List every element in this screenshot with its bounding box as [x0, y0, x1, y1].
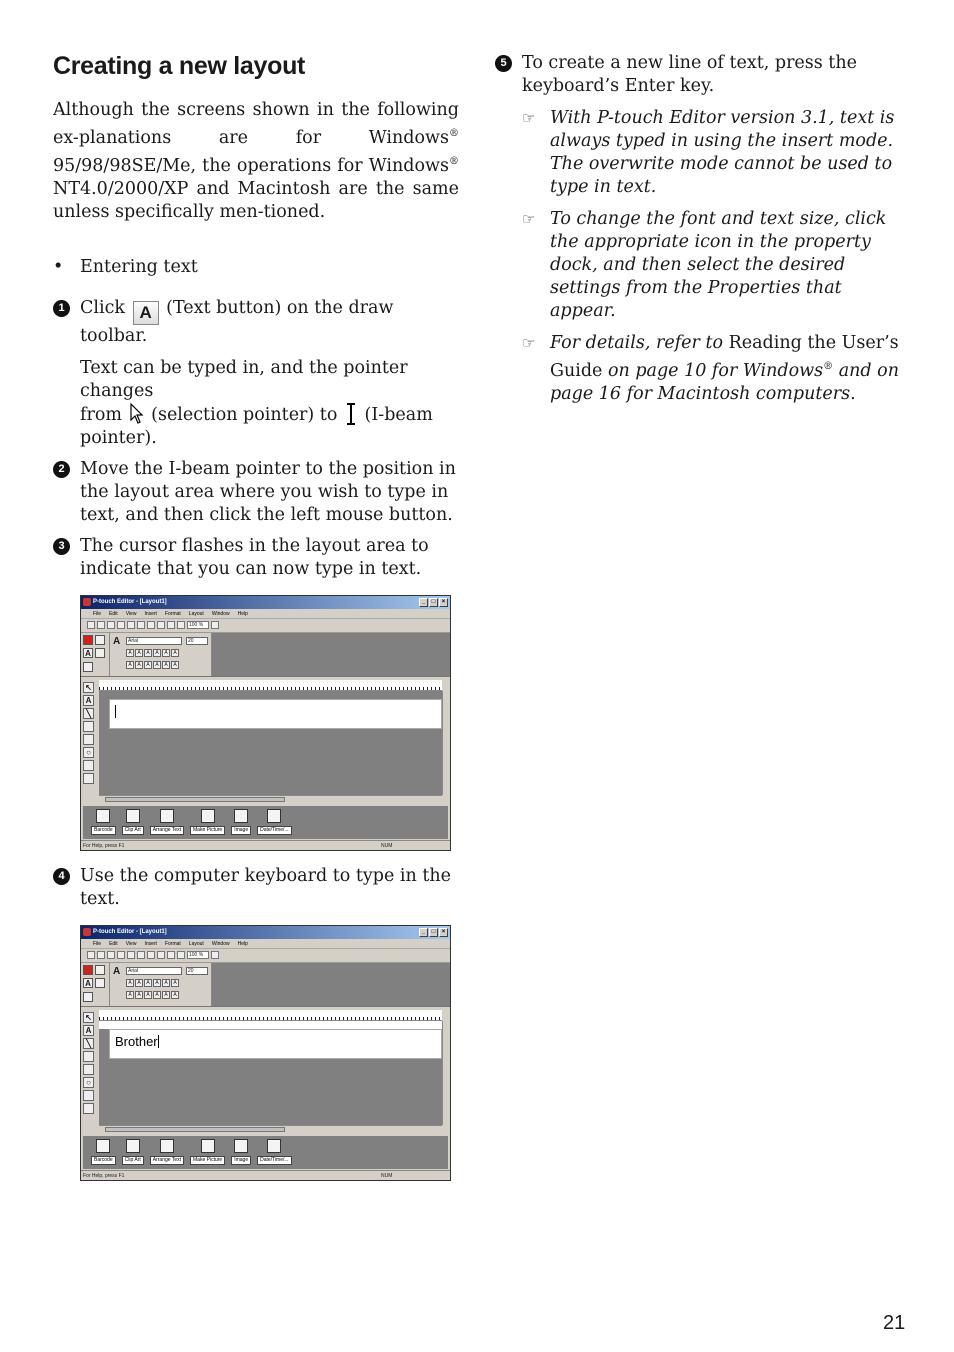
style2-icon[interactable]: A [135, 991, 143, 999]
style4-icon[interactable]: A [153, 991, 161, 999]
step-4 [53, 865, 459, 911]
right-column [495, 52, 905, 406]
draw-toolbar [83, 680, 97, 804]
select-tool-icon[interactable]: ↖ [83, 682, 94, 693]
style4-icon[interactable]: A [153, 661, 161, 669]
close-icon[interactable]: × [439, 598, 448, 607]
image-icon [234, 809, 248, 823]
window-titlebar: P-touch Editor - [Layout1] _ □ × [81, 926, 450, 939]
i-beam-pointer-icon [345, 403, 357, 425]
layout-work-area [81, 1010, 450, 1134]
app-icon [83, 928, 91, 936]
ellipse-tool-icon[interactable]: ○ [83, 747, 94, 758]
undo-icon[interactable] [167, 951, 175, 959]
ruler [99, 680, 442, 691]
rect-tool-icon[interactable] [83, 1051, 94, 1062]
undo-icon[interactable] [167, 621, 175, 629]
close-icon[interactable]: × [439, 928, 448, 937]
roundrect-tool-icon[interactable] [83, 734, 94, 745]
strike-icon[interactable]: A [153, 649, 161, 657]
step-3-text: The cursor flashes in the layout area to indicate that you can now type in text. [80, 535, 429, 579]
pointing-hand-icon: ☞ [522, 334, 536, 352]
style2-icon[interactable]: A [135, 661, 143, 669]
step-2 [53, 458, 459, 527]
menu-bar [81, 939, 450, 949]
preview-icon[interactable] [127, 951, 135, 959]
frame-icon[interactable]: A [162, 979, 170, 987]
page-number: 21 [883, 1312, 906, 1334]
menu-help[interactable]: Help [237, 610, 248, 617]
image-icon [234, 1139, 248, 1153]
vertical-scrollbar[interactable] [442, 1021, 450, 1125]
minimize-icon[interactable]: _ [419, 598, 428, 607]
menu-file[interactable]: File [93, 940, 102, 947]
menu-insert[interactable]: Insert [144, 940, 157, 947]
zoom-select[interactable]: 100 % [187, 621, 209, 629]
preview-icon[interactable] [127, 621, 135, 629]
barcode-icon [96, 1139, 110, 1153]
vertical-scrollbar[interactable] [442, 691, 450, 795]
menu-layout[interactable]: Layout [188, 940, 204, 947]
italic-icon[interactable]: A [135, 649, 143, 657]
style5-icon[interactable]: A [162, 661, 170, 669]
barcode-icon [96, 809, 110, 823]
step-number: 5 [495, 55, 512, 72]
layout-property-icon[interactable] [95, 648, 105, 658]
step-5 [495, 52, 905, 98]
help-icon[interactable] [211, 951, 219, 959]
menu-window[interactable]: Window [211, 940, 230, 947]
style6-icon[interactable]: A [171, 661, 179, 669]
note-insert-mode [522, 107, 905, 199]
dock-image[interactable]: Image [231, 809, 251, 839]
style1-icon[interactable]: A [126, 991, 134, 999]
step-number: 2 [53, 461, 70, 478]
step-3 [53, 535, 459, 581]
menu-window[interactable]: Window [211, 610, 230, 617]
menu-insert[interactable]: Insert [144, 610, 157, 617]
dock-barcode[interactable]: Barcode [91, 1139, 116, 1169]
copy-icon[interactable] [147, 951, 155, 959]
style6-icon[interactable]: A [171, 991, 179, 999]
roundrect-tool-icon[interactable] [83, 1064, 94, 1075]
date-time-icon [267, 1139, 281, 1153]
note-details [522, 332, 905, 406]
shadow-icon[interactable]: A [171, 979, 179, 987]
layout-work-area [81, 680, 450, 804]
property-dock [81, 963, 450, 1007]
dock-barcode[interactable]: Barcode [91, 809, 116, 839]
label-area[interactable] [109, 1029, 442, 1059]
maximize-icon[interactable]: □ [429, 598, 438, 607]
style5-icon[interactable]: A [162, 991, 170, 999]
step-number: 4 [53, 868, 70, 885]
step-2-text: Move the I-beam pointer to the position in the layout area where you wish to type in text, and then click the left mouse button. [80, 458, 456, 525]
menu-view[interactable]: View [125, 610, 137, 617]
status-bar: For Help, press F1 NUM [81, 1170, 450, 1180]
menu-view[interactable]: View [125, 940, 137, 947]
menu-bar [81, 609, 450, 619]
text-button-icon: A [133, 301, 159, 325]
note-text: For details, refer to Reading the User’s Guide on page 10 for Windows® and on page 16 for Macintosh computers. [550, 333, 899, 404]
standard-toolbar [81, 949, 450, 963]
intro-paragraph: Although the screens shown in the following ex-planations are for Windows® 95/98/98SE/Me, the operations for Windows® NT4.0/2000/XP and Macintosh are the same unless specifically men-tioned. [53, 100, 459, 222]
font-icon: A [113, 635, 121, 647]
step-5-text: To create a new line of text, press the keyboard’s Enter key. [522, 53, 857, 96]
bullet-text: Entering text [80, 256, 198, 277]
dock-make-picture[interactable]: Make Picture [190, 809, 225, 839]
font-select[interactable]: Arial [126, 967, 182, 975]
typed-text: Brother [115, 1033, 158, 1049]
polygon-tool-icon[interactable] [83, 1090, 94, 1101]
clip-art-icon [126, 1139, 140, 1153]
arrange-text-icon [160, 809, 174, 823]
save-icon[interactable] [107, 951, 115, 959]
pen-tool-icon[interactable] [83, 1103, 94, 1114]
status-bar: For Help, press F1 NUM [81, 840, 450, 850]
rect-tool-icon[interactable] [83, 721, 94, 732]
size-select[interactable]: 20 [186, 637, 208, 645]
frame-icon[interactable]: A [162, 649, 170, 657]
clip-art-icon [126, 809, 140, 823]
bullet-entering-text [53, 256, 459, 279]
standard-toolbar [81, 619, 450, 633]
style3-icon[interactable]: A [144, 661, 152, 669]
screenshot-cursor-flashing [80, 595, 451, 851]
bullet-dot: • [53, 256, 64, 277]
date-time-icon [267, 809, 281, 823]
label-property-icon[interactable] [95, 635, 105, 645]
zoom-select[interactable]: 100 % [187, 951, 209, 959]
underline-icon[interactable]: A [144, 649, 152, 657]
draw-toolbar [83, 1010, 97, 1134]
dock-arrange-text[interactable]: Arrange Text [150, 1139, 184, 1169]
window-titlebar: P-touch Editor - [Layout1] _ □ × [81, 596, 450, 609]
insert-property-icon[interactable] [83, 662, 93, 672]
cut-icon[interactable] [137, 621, 145, 629]
pen-tool-icon[interactable] [83, 773, 94, 784]
app-icon [83, 598, 91, 606]
canvas[interactable] [99, 691, 442, 795]
line-tool-icon[interactable]: ╲ [83, 1038, 94, 1049]
label-property-icon[interactable] [95, 965, 105, 975]
redo-icon[interactable] [177, 951, 185, 959]
paste-icon[interactable] [157, 951, 165, 959]
layout-property-icon[interactable] [95, 978, 105, 988]
pointing-hand-icon: ☞ [522, 109, 536, 127]
page-heading: Creating a new layout [53, 52, 306, 80]
dock-arrange-text[interactable]: Arrange Text [150, 809, 184, 839]
pointing-hand-icon: ☞ [522, 210, 536, 228]
insert-property-icon[interactable] [83, 992, 93, 1002]
note-font-size [522, 208, 905, 323]
font-properties-panel [109, 963, 212, 1006]
text-tool-icon[interactable]: A [83, 1025, 94, 1036]
text-cursor [115, 704, 116, 719]
page-property-icon[interactable] [83, 965, 93, 975]
lower-dock [83, 806, 448, 839]
size-select[interactable]: 20 [186, 967, 208, 975]
make-picture-icon [201, 1139, 215, 1153]
open-icon[interactable] [97, 951, 105, 959]
menu-format[interactable]: Format [164, 940, 181, 947]
menu-file[interactable]: File [93, 610, 102, 617]
step-4-text: Use the computer keyboard to type in the text. [80, 865, 452, 909]
font-select[interactable]: Arial [126, 637, 182, 645]
step-1-text: Click A (Text button) on the draw toolbar. [80, 297, 394, 346]
text-property-icon[interactable]: A [83, 648, 93, 658]
bold-icon[interactable]: A [126, 979, 134, 987]
open-icon[interactable] [97, 621, 105, 629]
help-icon[interactable] [211, 621, 219, 629]
ellipse-tool-icon[interactable]: ○ [83, 1077, 94, 1088]
menu-edit[interactable]: Edit [109, 940, 118, 947]
menu-format[interactable]: Format [164, 610, 181, 617]
note-text: To change the font and text size, click the appropriate icon in the property dock, and then select the desired settings from the Properties that appear. [550, 209, 887, 321]
text-tool-icon[interactable]: A [83, 695, 94, 706]
font-properties-panel [109, 633, 212, 676]
screenshot-typed-text [80, 925, 451, 1181]
polygon-tool-icon[interactable] [83, 760, 94, 771]
menu-help[interactable]: Help [237, 940, 248, 947]
make-picture-icon [201, 809, 215, 823]
canvas[interactable] [99, 1021, 442, 1125]
step-1 [53, 297, 459, 450]
dock-clip-art[interactable]: Clip Art [122, 1139, 144, 1169]
style1-icon[interactable]: A [126, 661, 134, 669]
underline-icon[interactable]: A [144, 979, 152, 987]
style3-icon[interactable]: A [144, 991, 152, 999]
select-tool-icon[interactable]: ↖ [83, 1012, 94, 1023]
step-number: 3 [53, 538, 70, 555]
italic-icon[interactable]: A [135, 979, 143, 987]
dock-clip-art[interactable]: Clip Art [122, 809, 144, 839]
note-text: With P-touch Editor version 3.1, text is always typed in using the insert mode. The overwrite mode cannot be used to type in text. [550, 108, 895, 197]
selection-pointer-icon [130, 403, 144, 425]
label-margin [99, 1021, 442, 1029]
line-tool-icon[interactable]: ╲ [83, 708, 94, 719]
ruler [99, 1010, 442, 1021]
redo-icon[interactable] [177, 621, 185, 629]
print-icon[interactable] [117, 951, 125, 959]
shadow-icon[interactable]: A [171, 649, 179, 657]
strike-icon[interactable]: A [153, 979, 161, 987]
lower-dock [83, 1136, 448, 1169]
property-dock [81, 633, 450, 677]
left-column [53, 52, 459, 1195]
minimize-icon[interactable]: _ [419, 928, 428, 937]
page-property-icon[interactable] [83, 635, 93, 645]
paste-icon[interactable] [157, 621, 165, 629]
new-icon[interactable] [87, 621, 95, 629]
horizontal-scrollbar[interactable] [99, 795, 442, 803]
dock-date-time[interactable]: Date/Time/... [257, 809, 291, 839]
maximize-icon[interactable]: □ [429, 928, 438, 937]
step-number: 1 [53, 300, 70, 317]
text-property-icon[interactable]: A [83, 978, 93, 988]
arrange-text-icon [160, 1139, 174, 1153]
bold-icon[interactable]: A [126, 649, 134, 657]
step-1-sub: Text can be typed in, and the pointer changes from (selection pointer) to (I-beam pointer). [80, 357, 433, 448]
font-icon: A [113, 965, 121, 977]
menu-edit[interactable]: Edit [109, 610, 118, 617]
copy-icon[interactable] [147, 621, 155, 629]
label-area[interactable] [109, 699, 442, 729]
cut-icon[interactable] [137, 951, 145, 959]
dock-make-picture[interactable]: Make Picture [190, 1139, 225, 1169]
print-icon[interactable] [117, 621, 125, 629]
save-icon[interactable] [107, 621, 115, 629]
dock-date-time[interactable]: Date/Time/... [257, 1139, 291, 1169]
new-icon[interactable] [87, 951, 95, 959]
dock-image[interactable]: Image [231, 1139, 251, 1169]
menu-layout[interactable]: Layout [188, 610, 204, 617]
horizontal-scrollbar[interactable] [99, 1125, 442, 1133]
